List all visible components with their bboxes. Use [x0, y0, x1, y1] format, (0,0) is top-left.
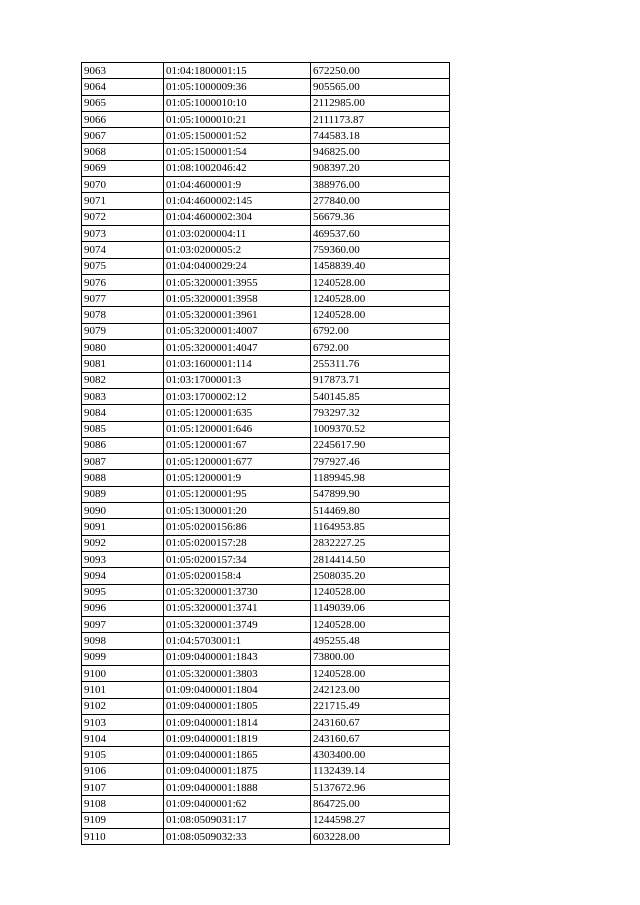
table-row	[82, 372, 450, 388]
table-row	[82, 665, 450, 681]
row-number-cell: 9072	[82, 209, 164, 225]
row-number-cell: 9092	[82, 535, 164, 551]
value-cell: 255311.76	[311, 356, 450, 372]
value-cell: 1458839.40	[311, 258, 450, 274]
row-number-cell: 9090	[82, 503, 164, 519]
cadastral-number-cell: 01:03:1700002:12	[164, 388, 311, 404]
cadastral-number-cell: 01:05:1000010:21	[164, 111, 311, 127]
row-number-cell: 9065	[82, 95, 164, 111]
cadastral-number-cell: 01:09:0400001:1804	[164, 682, 311, 698]
table-row	[82, 258, 450, 274]
table-row	[82, 388, 450, 404]
row-number-cell: 9097	[82, 617, 164, 633]
table-row	[82, 649, 450, 665]
cadastral-number-cell: 01:03:1600001:114	[164, 356, 311, 372]
cadastral-number-cell: 01:05:3200001:3741	[164, 600, 311, 616]
table-row	[82, 535, 450, 551]
cadastral-number-cell: 01:03:1700001:3	[164, 372, 311, 388]
value-cell: 469537.60	[311, 225, 450, 241]
table-row	[82, 486, 450, 502]
cadastral-number-cell: 01:05:3200001:3749	[164, 617, 311, 633]
cadastral-number-cell: 01:09:0400001:1814	[164, 714, 311, 730]
row-number-cell: 9108	[82, 796, 164, 812]
row-number-cell: 9070	[82, 177, 164, 193]
cadastral-number-cell: 01:09:0400001:1875	[164, 763, 311, 779]
table-row	[82, 421, 450, 437]
row-number-cell: 9101	[82, 682, 164, 698]
table-row	[82, 731, 450, 747]
value-cell: 2245617.90	[311, 437, 450, 453]
cadastral-number-cell: 01:08:1002046:42	[164, 160, 311, 176]
cadastral-value-table	[81, 62, 450, 845]
table-row	[82, 519, 450, 535]
value-cell: 1009370.52	[311, 421, 450, 437]
cadastral-number-cell: 01:09:0400001:1888	[164, 780, 311, 796]
cadastral-number-cell: 01:05:1200001:95	[164, 486, 311, 502]
value-cell: 1244598.27	[311, 812, 450, 828]
value-cell: 759360.00	[311, 242, 450, 258]
table-row	[82, 470, 450, 486]
table-row	[82, 160, 450, 176]
cadastral-number-cell: 01:09:0400001:1819	[164, 731, 311, 747]
cadastral-number-cell: 01:04:0400029:24	[164, 258, 311, 274]
cadastral-number-cell: 01:05:0200157:34	[164, 551, 311, 567]
cadastral-number-cell: 01:05:0200158:4	[164, 568, 311, 584]
cadastral-number-cell: 01:05:1200001:646	[164, 421, 311, 437]
cadastral-number-cell: 01:05:1200001:635	[164, 405, 311, 421]
value-cell: 1132439.14	[311, 763, 450, 779]
cadastral-number-cell: 01:05:3200001:4047	[164, 340, 311, 356]
row-number-cell: 9068	[82, 144, 164, 160]
row-number-cell: 9086	[82, 437, 164, 453]
table-row	[82, 63, 450, 79]
table-row	[82, 503, 450, 519]
row-number-cell: 9084	[82, 405, 164, 421]
table-row	[82, 79, 450, 95]
value-cell: 73800.00	[311, 649, 450, 665]
table-row	[82, 225, 450, 241]
value-cell: 672250.00	[311, 63, 450, 79]
row-number-cell: 9110	[82, 828, 164, 844]
row-number-cell: 9109	[82, 812, 164, 828]
cadastral-number-cell: 01:09:0400001:1805	[164, 698, 311, 714]
table-row	[82, 568, 450, 584]
cadastral-number-cell: 01:04:4600002:304	[164, 209, 311, 225]
cadastral-number-cell: 01:05:3200001:3958	[164, 291, 311, 307]
value-cell: 514469.80	[311, 503, 450, 519]
table-row	[82, 242, 450, 258]
value-cell: 242123.00	[311, 682, 450, 698]
table-row	[82, 828, 450, 844]
cadastral-number-cell: 01:05:1200001:9	[164, 470, 311, 486]
cadastral-number-cell: 01:05:3200001:3803	[164, 665, 311, 681]
row-number-cell: 9066	[82, 111, 164, 127]
table-row	[82, 405, 450, 421]
row-number-cell: 9089	[82, 486, 164, 502]
row-number-cell: 9075	[82, 258, 164, 274]
table-row	[82, 780, 450, 796]
table-row	[82, 763, 450, 779]
value-cell: 221715.49	[311, 698, 450, 714]
cadastral-number-cell: 01:08:0509032:33	[164, 828, 311, 844]
cadastral-number-cell: 01:05:3200001:3955	[164, 274, 311, 290]
value-cell: 2111173.87	[311, 111, 450, 127]
table-row	[82, 454, 450, 470]
value-cell: 243160.67	[311, 731, 450, 747]
value-cell: 1240528.00	[311, 274, 450, 290]
cadastral-number-cell: 01:05:1500001:52	[164, 128, 311, 144]
table-row	[82, 144, 450, 160]
row-number-cell: 9085	[82, 421, 164, 437]
value-cell: 6792.00	[311, 323, 450, 339]
value-cell: 4303400.00	[311, 747, 450, 763]
row-number-cell: 9103	[82, 714, 164, 730]
table-row	[82, 323, 450, 339]
cadastral-number-cell: 01:08:0509031:17	[164, 812, 311, 828]
table-row	[82, 551, 450, 567]
cadastral-number-cell: 01:05:3200001:3961	[164, 307, 311, 323]
row-number-cell: 9107	[82, 780, 164, 796]
table-row	[82, 682, 450, 698]
value-cell: 1240528.00	[311, 291, 450, 307]
cadastral-number-cell: 01:04:4600001:9	[164, 177, 311, 193]
value-cell: 1240528.00	[311, 307, 450, 323]
row-number-cell: 9105	[82, 747, 164, 763]
value-cell: 917873.71	[311, 372, 450, 388]
row-number-cell: 9093	[82, 551, 164, 567]
table-row	[82, 633, 450, 649]
value-cell: 1240528.00	[311, 617, 450, 633]
table-row	[82, 714, 450, 730]
table-row	[82, 584, 450, 600]
value-cell: 908397.20	[311, 160, 450, 176]
cadastral-number-cell: 01:05:3200001:3730	[164, 584, 311, 600]
value-cell: 2832227.25	[311, 535, 450, 551]
cadastral-number-cell: 01:05:1200001:67	[164, 437, 311, 453]
row-number-cell: 9074	[82, 242, 164, 258]
table-row	[82, 340, 450, 356]
row-number-cell: 9069	[82, 160, 164, 176]
table-row	[82, 128, 450, 144]
cadastral-number-cell: 01:05:3200001:4007	[164, 323, 311, 339]
value-cell: 388976.00	[311, 177, 450, 193]
value-cell: 2112985.00	[311, 95, 450, 111]
row-number-cell: 9081	[82, 356, 164, 372]
value-cell: 1240528.00	[311, 584, 450, 600]
table-row	[82, 698, 450, 714]
row-number-cell: 9104	[82, 731, 164, 747]
table-row	[82, 193, 450, 209]
cadastral-number-cell: 01:09:0400001:62	[164, 796, 311, 812]
table-row	[82, 356, 450, 372]
row-number-cell: 9079	[82, 323, 164, 339]
value-cell: 744583.18	[311, 128, 450, 144]
value-cell: 540145.85	[311, 388, 450, 404]
value-cell: 1189945.98	[311, 470, 450, 486]
table-row	[82, 600, 450, 616]
table-row	[82, 111, 450, 127]
row-number-cell: 9087	[82, 454, 164, 470]
row-number-cell: 9076	[82, 274, 164, 290]
cadastral-number-cell: 01:04:5703001:1	[164, 633, 311, 649]
value-cell: 905565.00	[311, 79, 450, 95]
table-row	[82, 274, 450, 290]
row-number-cell: 9094	[82, 568, 164, 584]
row-number-cell: 9106	[82, 763, 164, 779]
value-cell: 243160.67	[311, 714, 450, 730]
value-cell: 864725.00	[311, 796, 450, 812]
value-cell: 603228.00	[311, 828, 450, 844]
row-number-cell: 9102	[82, 698, 164, 714]
cadastral-number-cell: 01:09:0400001:1843	[164, 649, 311, 665]
value-cell: 495255.48	[311, 633, 450, 649]
table-row	[82, 291, 450, 307]
row-number-cell: 9083	[82, 388, 164, 404]
value-cell: 1149039.06	[311, 600, 450, 616]
table-row	[82, 177, 450, 193]
value-cell: 1164953.85	[311, 519, 450, 535]
value-cell: 793297.32	[311, 405, 450, 421]
table-row	[82, 209, 450, 225]
value-cell: 946825.00	[311, 144, 450, 160]
row-number-cell: 9098	[82, 633, 164, 649]
value-cell: 5137672.96	[311, 780, 450, 796]
value-cell: 56679.36	[311, 209, 450, 225]
value-cell: 277840.00	[311, 193, 450, 209]
cadastral-number-cell: 01:03:0200005:2	[164, 242, 311, 258]
table-body	[82, 63, 450, 845]
table-row	[82, 307, 450, 323]
row-number-cell: 9088	[82, 470, 164, 486]
cadastral-number-cell: 01:04:4600002:145	[164, 193, 311, 209]
value-cell: 2814414.50	[311, 551, 450, 567]
row-number-cell: 9100	[82, 665, 164, 681]
value-cell: 2508035.20	[311, 568, 450, 584]
row-number-cell: 9071	[82, 193, 164, 209]
row-number-cell: 9063	[82, 63, 164, 79]
cadastral-number-cell: 01:09:0400001:1865	[164, 747, 311, 763]
row-number-cell: 9064	[82, 79, 164, 95]
table-row	[82, 617, 450, 633]
value-cell: 547899.90	[311, 486, 450, 502]
cadastral-number-cell: 01:05:1000009:36	[164, 79, 311, 95]
row-number-cell: 9095	[82, 584, 164, 600]
row-number-cell: 9073	[82, 225, 164, 241]
row-number-cell: 9099	[82, 649, 164, 665]
row-number-cell: 9096	[82, 600, 164, 616]
row-number-cell: 9082	[82, 372, 164, 388]
table-row	[82, 95, 450, 111]
cadastral-number-cell: 01:03:0200004:11	[164, 225, 311, 241]
row-number-cell: 9080	[82, 340, 164, 356]
value-cell: 797927.46	[311, 454, 450, 470]
cadastral-number-cell: 01:05:1000010:10	[164, 95, 311, 111]
row-number-cell: 9091	[82, 519, 164, 535]
cadastral-number-cell: 01:05:0200157:28	[164, 535, 311, 551]
table-row	[82, 747, 450, 763]
table-row	[82, 796, 450, 812]
value-cell: 1240528.00	[311, 665, 450, 681]
table-row	[82, 437, 450, 453]
table-row	[82, 812, 450, 828]
cadastral-number-cell: 01:04:1800001:15	[164, 63, 311, 79]
cadastral-number-cell: 01:05:1200001:677	[164, 454, 311, 470]
cadastral-number-cell: 01:05:1300001:20	[164, 503, 311, 519]
value-cell: 6792.00	[311, 340, 450, 356]
row-number-cell: 9077	[82, 291, 164, 307]
row-number-cell: 9067	[82, 128, 164, 144]
cadastral-number-cell: 01:05:1500001:54	[164, 144, 311, 160]
row-number-cell: 9078	[82, 307, 164, 323]
cadastral-number-cell: 01:05:0200156:86	[164, 519, 311, 535]
